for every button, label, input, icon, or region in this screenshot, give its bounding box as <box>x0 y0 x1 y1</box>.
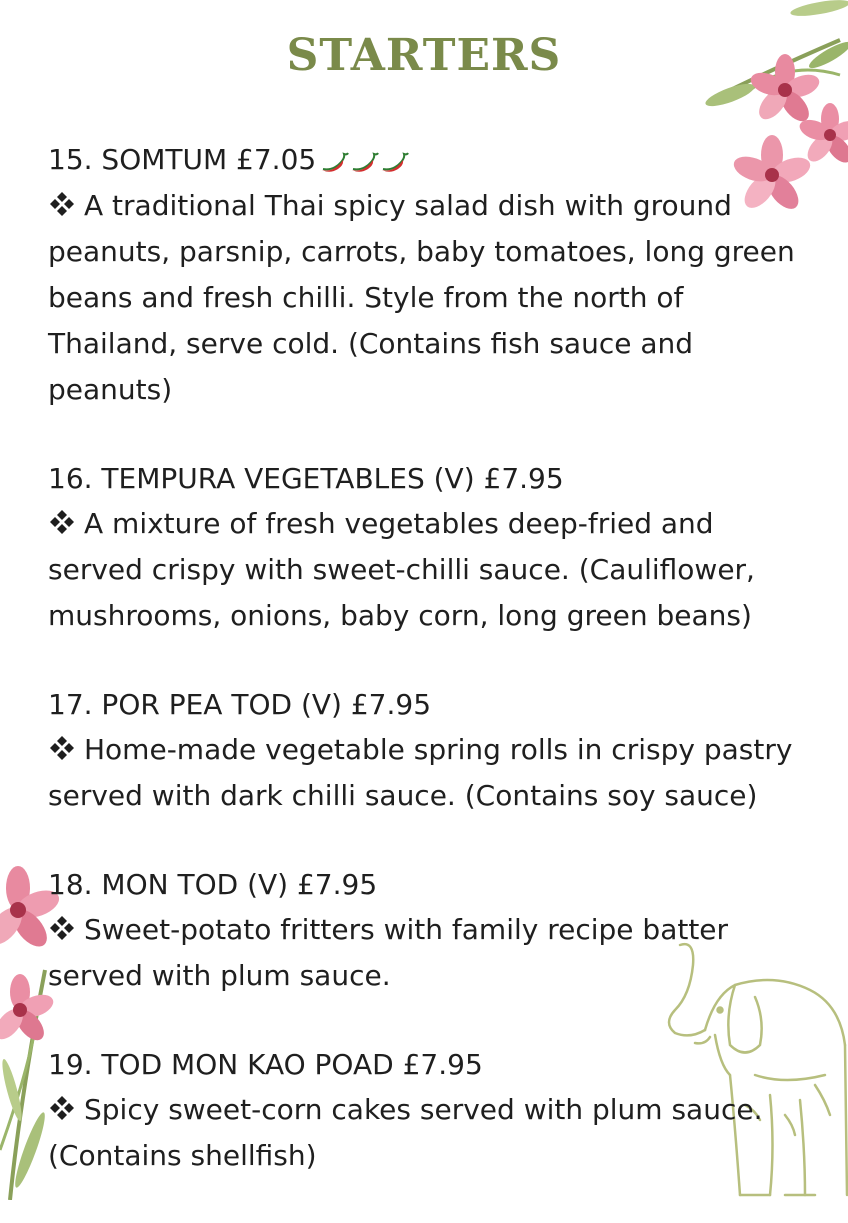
menu-item <box>48 863 808 999</box>
menu-item-description <box>48 183 808 413</box>
menu-item-heading <box>48 863 808 907</box>
menu-item-description-text: Sweet-potato fritters with family recipe batter served with plum sauce. <box>48 913 729 992</box>
diamond-bullet-icon <box>48 914 76 942</box>
menu-item-title: 15. SOMTUM £7.05 <box>48 143 317 176</box>
menu-item-description <box>48 727 808 819</box>
diamond-bullet-icon <box>48 190 76 218</box>
menu-item <box>48 138 808 413</box>
page-title: STARTERS <box>286 30 562 81</box>
chilli-icon <box>380 151 410 173</box>
starters-menu <box>48 138 808 1223</box>
menu-item-title: 18. MON TOD (V) £7.95 <box>48 868 378 901</box>
chilli-rating <box>320 139 410 183</box>
menu-item-description <box>48 907 808 999</box>
menu-item-description <box>48 1087 808 1179</box>
chilli-icon <box>320 151 350 173</box>
menu-item <box>48 1043 808 1179</box>
diamond-bullet-icon <box>48 1094 76 1122</box>
diamond-bullet-icon <box>48 508 76 536</box>
menu-item-heading <box>48 457 808 501</box>
menu-item-title: 17. POR PEA TOD (V) £7.95 <box>48 688 432 721</box>
menu-item <box>48 457 808 639</box>
menu-item-heading <box>48 683 808 727</box>
menu-item-description <box>48 501 808 639</box>
menu-item <box>48 683 808 819</box>
menu-item-description-text: Spicy sweet-corn cakes served with plum sauce. (Contains shellfish) <box>48 1093 763 1172</box>
menu-item-title: 16. TEMPURA VEGETABLES (V) £7.95 <box>48 462 564 495</box>
diamond-bullet-icon <box>48 734 76 762</box>
menu-item-description-text: A mixture of fresh vegetables deep-fried and served crispy with sweet-chilli sauce. (Cauliflower, mushrooms, onions, baby corn, long green beans) <box>48 507 755 632</box>
chilli-icon <box>350 151 380 173</box>
menu-item-heading <box>48 138 808 183</box>
menu-item-heading <box>48 1043 808 1087</box>
menu-item-description-text: A traditional Thai spicy salad dish with ground peanuts, parsnip, carrots, baby tomatoes, long green beans and fresh chilli. Style from the north of Thailand, serve cold. (Contains fish sauce and peanuts) <box>48 189 795 406</box>
menu-item-description-text: Home-made vegetable spring rolls in crispy pastry served with dark chilli sauce. (Contains soy sauce) <box>48 733 793 812</box>
menu-item-title: 19. TOD MON KAO POAD £7.95 <box>48 1048 483 1081</box>
